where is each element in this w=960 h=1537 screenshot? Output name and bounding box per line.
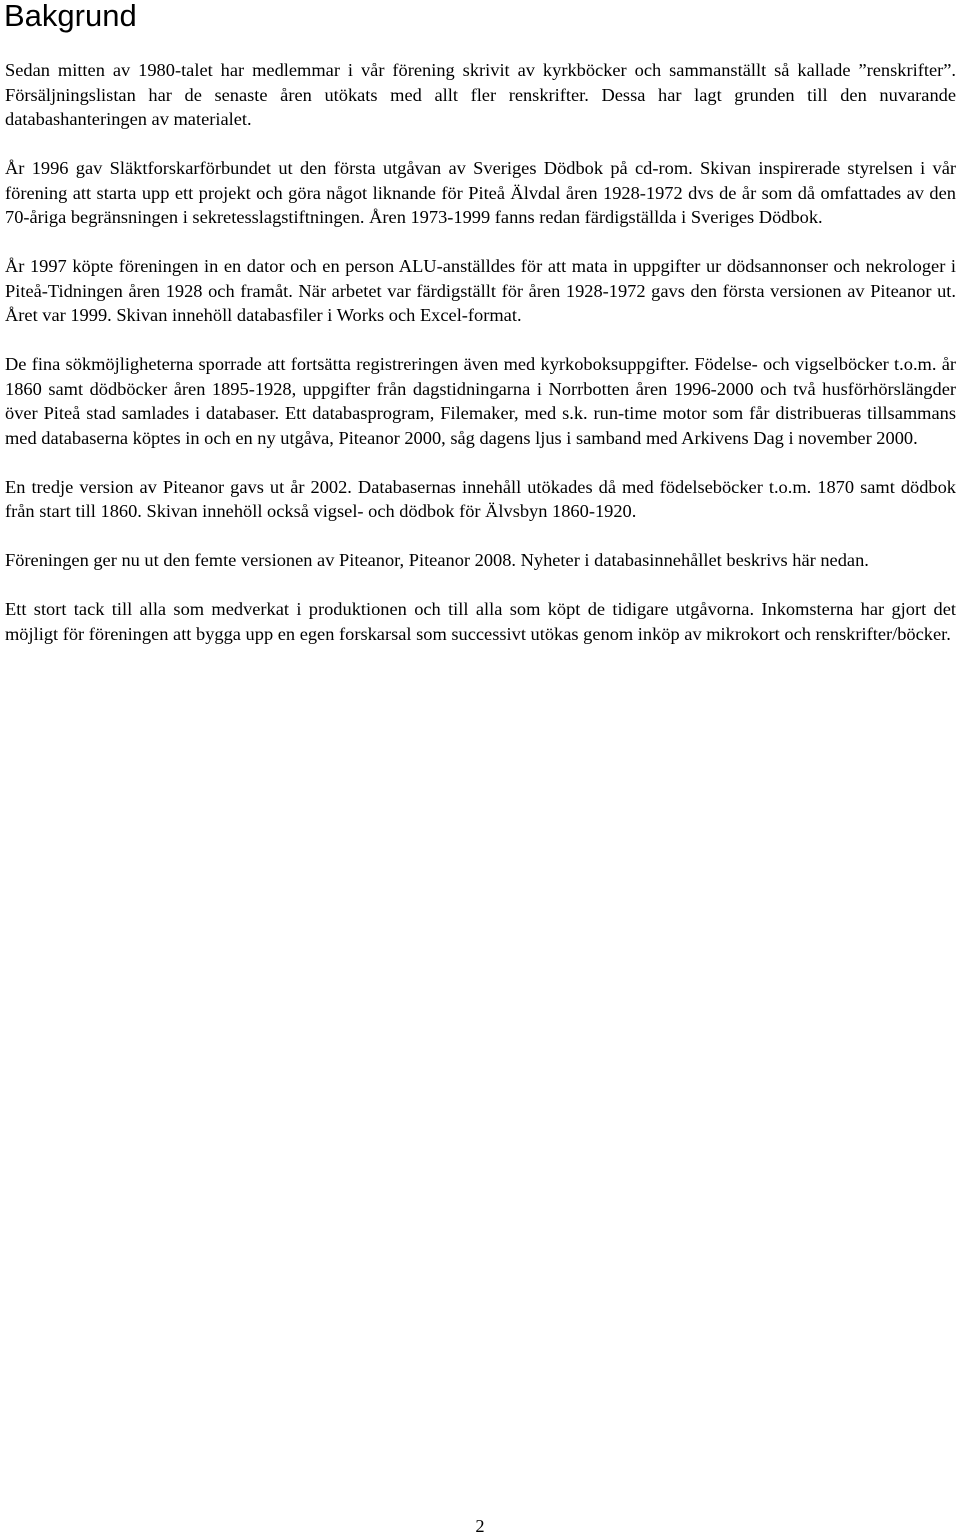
paragraph-search-features: De fina sökmöjligheterna sporrade att fortsätta registreringen även med kyrkoboksuppgifter. Födelse- och vigselböcker t.o.m. år 1860 samt dödböcker åren 1895-1928, uppgifter från dagstidningarna i Norrbotten åren 1996-2000 och två husförhörslängder över Piteå stad samlades i databaser. Ett databasprogram, Filemaker, med s.k. run-time motor som får distribueras tillsammans med databaserna köptes in och en ny utgåva, Piteanor 2000, såg dagens ljus i samband med Arkivens Dag i november 2000. [5,354,956,448]
paragraph-third-version: En tredje version av Piteanor gavs ut år 2002. Databasernas innehåll utökades då med födelseböcker t.o.m. 1870 samt dödbok från start till 1860. Skivan innehöll också vigsel- och dödbok för Älvsbyn 1860-1920. [5,476,956,521]
paragraph-intro: Sedan mitten av 1980-talet har medlemmar i vår förening skrivit av kyrkböcker och sammanställt så kallade ”renskrifter”. Försäljningslistan har de senaste åren utökats med allt fler renskrifter. Dessa har lagt grunden till den nuvarande databashanteringen av materialet. [5,60,956,129]
page-number: 2 [475,1516,485,1536]
page-title: Bakgrund [4,0,137,33]
body-text [5,58,956,671]
paragraph-1996: År 1996 gav Släktforskarförbundet ut den första utgåvan av Sveriges Dödbok på cd-rom. Skivan inspirerade styrelsen i vår förening att starta upp ett projekt och göra något liknande för Piteå Älvdal åren 1928-1972 dvs de år som då omfattades av den 70-åriga begränsningen i sekretesslagstiftningen. Åren 1973-1999 fanns redan färdigställda i Sveriges Dödbok. [5,158,956,227]
paragraph-thanks: Ett stort tack till alla som medverkat i produktionen och till alla som köpt de tidigare utgåvorna. Inkomsterna har gjort det möjligt för föreningen att bygga upp en egen forskarsal som successivt utökas genom inköp av mikrokort och renskrifter/böcker. [5,599,956,644]
paragraph-fifth-version: Föreningen ger nu ut den femte versionen av Piteanor, Piteanor 2008. Nyheter i databasinnehållet beskrivs här nedan. [5,550,869,570]
paragraph-1997: År 1997 köpte föreningen in en dator och en person ALU-anställdes för att mata in uppgifter ur dödsannonser och nekrologer i Piteå-Tidningen åren 1928 och framåt. När arbetet var färdigställt för åren 1928-1972 gavs den första versionen av Piteanor ut. Året var 1999. Skivan innehöll databasfiler i Works och Excel-format. [5,256,956,325]
